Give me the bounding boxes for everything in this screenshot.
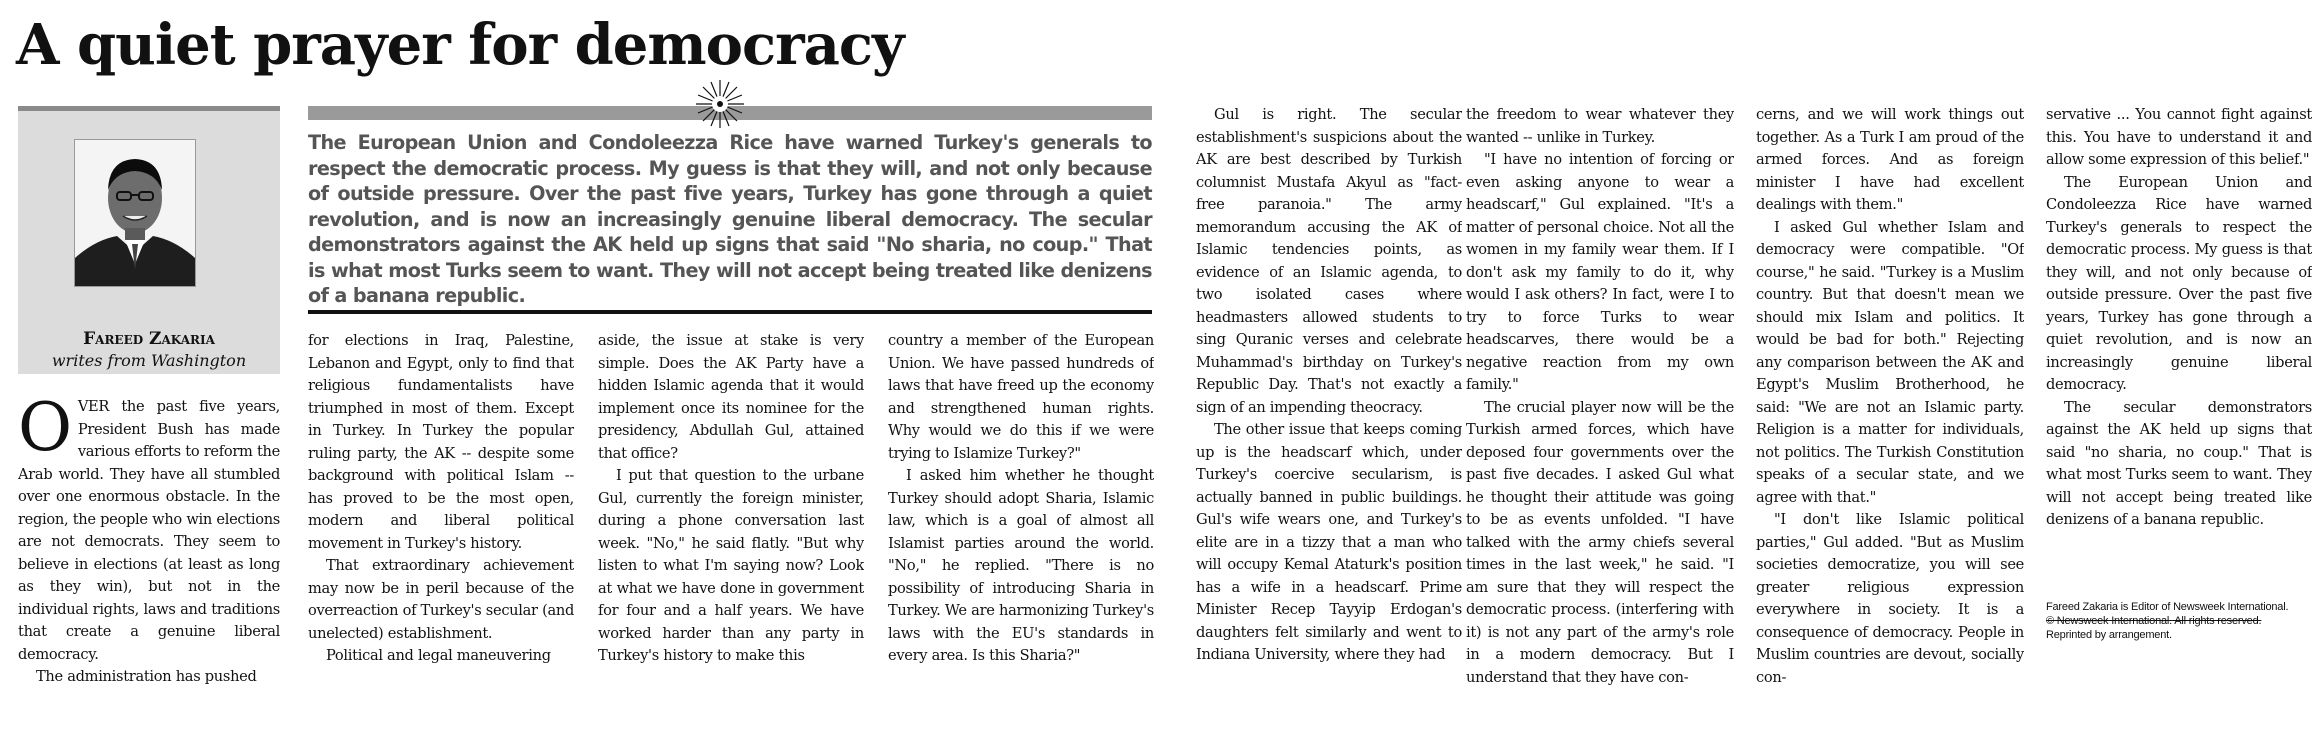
author-location: writes from Washington (51, 351, 247, 370)
body-paragraph: OVER the past five years, President Bush has made various efforts to reform the Arab world. They have all stumbled over one enormous obstacle. In the region, the people who win elections are not democrats. They seem to believe in elections (at least as long as they win), but not in the individual rights, laws and traditions that create a genuine liberal democracy. (18, 396, 280, 663)
body-paragraph: Gul is right. The secular establishment's suspicions about the AK are best described by Turkish columnist Mustafa Akyul as "fact-free paranoia." The army memorandum accusing the AK of Islamic tendencies points, as evidence of an Islamic agenda, to two isolated cases where headmasters allowed students to sing Quranic verses and celebrate Muhammad's birthday on Turkey's Republic Day. That's not exactly a sign of an impending theocracy. (1196, 106, 1462, 416)
body-paragraph: Political and legal maneuvering (326, 647, 551, 664)
body-paragraph: The other issue that keeps coming up is the headscarf which, under Turkey's coercive secularism, is actually banned in public buildings. Gul's wife wears one, and Turkey's elite are in a tizzy that a man who will occupy Kemal Ataturk's position has a wife in a headscarf. Prime Minister Recep Tayyip Erdogan's daughters felt similarly and went to Indiana University, where they had (1196, 421, 1462, 663)
byline-box (18, 106, 280, 374)
body-paragraph: The European Union and Condoleezza Rice have warned Turkey's generals to respect the democratic process. My guess is that they will, and not only because of outside pressure. Over the past five years, Turkey has gone through a quiet revolution, and is now an increasingly genuine liberal democracy. (2046, 173, 2312, 393)
body-column-3 (598, 330, 864, 726)
body-column-8 (2046, 104, 2312, 584)
body-column-7 (1756, 104, 2024, 726)
deck-bottom-rule (308, 310, 1152, 314)
body-column-4 (888, 330, 1154, 726)
body-paragraph: cerns, and we will work things out together. As a Turk I am proud of the armed forces. And as foreign minister I have had excellent dealings with them." (1756, 106, 2024, 213)
starburst-icon (694, 78, 746, 130)
body-paragraph: That extraordinary achievement may now be in peril because of the overreaction of Turkey's secular (and unelected) establishment. (308, 557, 574, 642)
body-paragraph: for elections in Iraq, Palestine, Lebanon and Egypt, only to find that religious fundamentalists have triumphed in most of them. Except in Turkey. In Turkey the popular ruling party, the AK -- despite some background with political Islam -- has proved to be the most open, modern and liberal political movement in Turkey's history. (308, 332, 574, 552)
author-name: Fareed Zakaria (83, 329, 215, 349)
body-paragraph: aside, the issue at stake is very simple. Does the AK Party have a hidden Islamic agenda that it would implement once its nominee for the presidency, Abdullah Gul, attained that office? (598, 332, 864, 462)
body-paragraph: The secular demonstrators against the AK held up signs that said "no sharia, no coup." That is what most Turks seem to want. They will not accept being treated like denizens of a banana republic. (2046, 398, 2312, 528)
body-column-6 (1466, 104, 1734, 726)
body-paragraph: I asked Gul whether Islam and democracy were compatible. "Of course," he said. "Turkey is a Muslim country. But that doesn't mean we should mix Islam and politics. It would be bad for both." Rejecting any comparison between the AK and Egypt's Muslim Brotherhood, he said: "We are not an Islamic party. Religion is a matter for individuals, not politics. The Turkish Constitution speaks of a secular state, and we agree with that." (1756, 218, 2024, 506)
drop-cap: O (18, 396, 72, 466)
headline: A quiet prayer for democracy (16, 12, 904, 78)
body-paragraph: The crucial player now will be the Turkish armed forces, which have deposed four governments over the past five decades. I asked Gul what he thought their attitude was going to be as events unfolded. "I have talked with the army chiefs several times in the last week," he said. "I am sure that they will respect the democratic process. (interfering with it) is not any part of the army's role in a modern democracy. But I understand that they have con- (1466, 398, 1734, 686)
body-paragraph: I asked him whether he thought Turkey should adopt Sharia, Islamic law, which is a goal of almost all Islamist parties around the world. "No," he replied. "There is no possibility of introducing Sharia in Turkey. We are harmonizing Turkey's laws with the EU's standards in every area. Is this Sharia?" (888, 467, 1154, 664)
body-paragraph: servative ... You cannot fight against this. You have to understand it and allow some expression of this belief." (2046, 106, 2312, 168)
author-portrait (74, 139, 196, 287)
body-column-2 (308, 330, 574, 726)
body-paragraph: The administration has pushed (36, 668, 257, 685)
credit-line-copyright: © Newsweek International. All rights reserved. (2046, 615, 2262, 627)
author-credit (2046, 600, 2312, 642)
body-column-5 (1196, 104, 1462, 726)
body-paragraph: I put that question to the urbane Gul, currently the foreign minister, during a phone conversation last week. "No," he said flatly. "But why listen to what I'm saying now? Look at what we have done in government for four and a half years. We have worked harder than any party in Turkey's history to make this (598, 467, 864, 664)
deck-summary: The European Union and Condoleezza Rice have warned Turkey's generals to respect the democratic process. My guess is that they will, and not only because of outside pressure. Over the past five years, Turkey has gone through a quiet revolution, and is now an increasingly genuine liberal democracy. The secular demonstrators against the AK held up signs that said "No sharia, no coup." That is what most Turks seem to want. They will not accept being treated like denizens of a banana republic. (308, 131, 1152, 307)
body-column-1 (18, 396, 280, 726)
credit-line-reprint: Reprinted by arrangement. (2046, 629, 2172, 641)
body-paragraph: the freedom to wear whatever they wanted -- unlike in Turkey. (1466, 106, 1734, 146)
author-portrait-image (75, 140, 195, 286)
body-paragraph: "I have no intention of forcing or even asking anyone to wear a headscarf," Gul explained. "It's a matter of personal choice. Not all the women in my family wear them. If I don't ask my family to do it, why would I ask others? In fact, were I to try to force Turks to wear headscarves, there would be a negative reaction from my own family." (1466, 151, 1734, 393)
credit-line-editor: Fareed Zakaria is Editor of Newsweek International. (2046, 601, 2289, 613)
body-paragraph: "I don't like Islamic political parties," Gul added. "But as Muslim societies democratize, you will see greater religious expression everywhere in society. It is a consequence of democracy. People in Muslim countries are devout, socially con- (1756, 511, 2024, 686)
body-paragraph: country a member of the European Union. We have passed hundreds of laws that have freed up the economy and strengthened human rights. Why would we do this if we were trying to Islamize Turkey?" (888, 332, 1154, 462)
